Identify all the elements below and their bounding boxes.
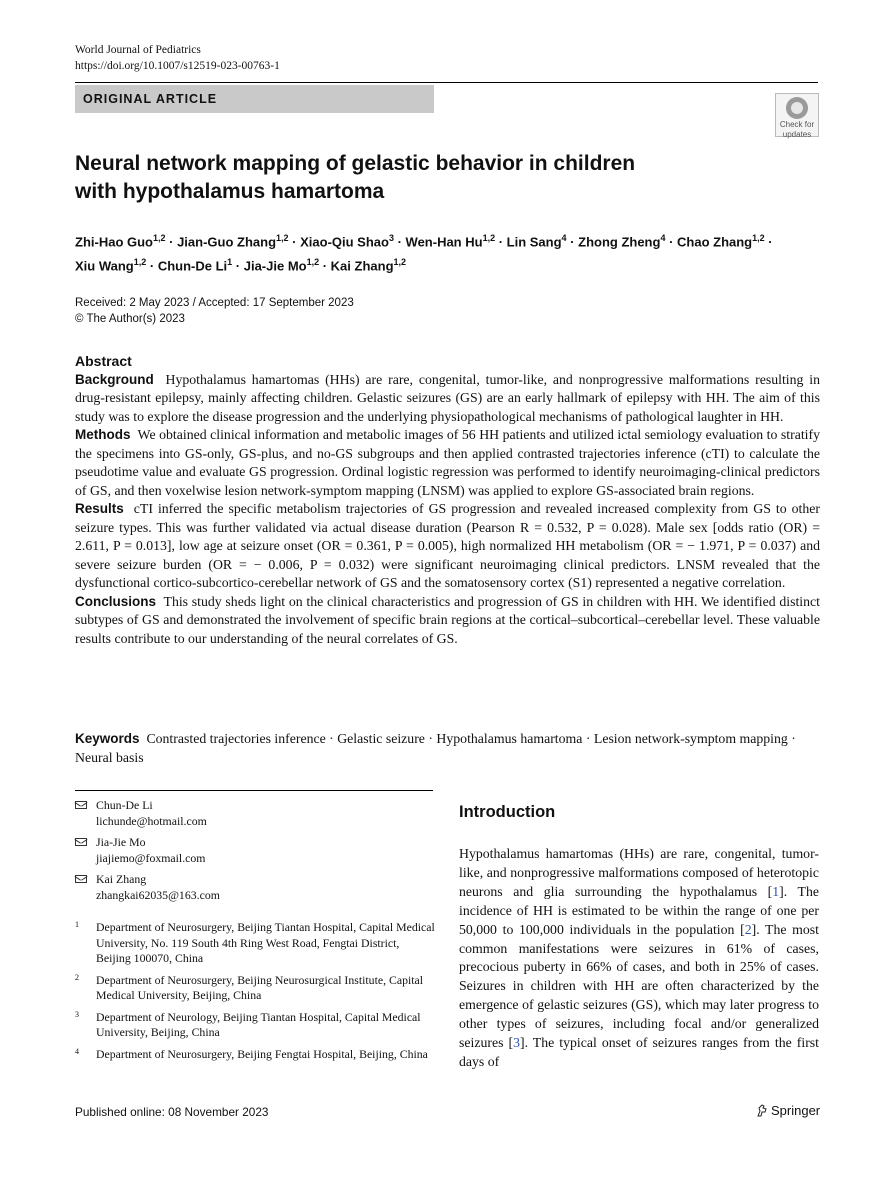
contact-name: Kai Zhang	[96, 872, 147, 886]
affiliation-number: 4	[75, 1046, 79, 1056]
journal-doi[interactable]: https://doi.org/10.1007/s12519-023-00763-1	[75, 60, 280, 72]
article-title	[75, 150, 695, 206]
article-type-banner: ORIGINAL ARTICLE	[75, 85, 434, 113]
keywords	[75, 730, 820, 767]
introduction-heading: Introduction	[459, 803, 556, 821]
author-affil: 1,2	[153, 233, 166, 243]
section-text: cTI inferred the specific metabolism trajectories of GS progression and revealed increased complexity from GS to other seizure types. This was further validated via actual disease duration (Pearson R = 0.532, P = 0.028). Male sex [odds ratio (OR) = 2.611, P = 0.013], low age at seizure onset (OR = 0.361, P = 0.005), high normalized HH metabolism (OR = − 1.971, P = 0.037) and severe seizure burden (OR = − 0.006, P = 0.032) were significant neuroimaging clinical predictors. LNSM revealed that the dysfunctional cortico-subcortico-cerebellar network of GS and the somatosensory cortex (S1) represented a negative correlation.	[75, 501, 820, 590]
section-text: This study sheds light on the clinical characteristics and progression of GS in children with HH. We identified distinct subtypes of GS and demonstrated the involvement of specific brain regions at the cortical–subcortical–cerebellar level. These valuable results contribute to our understanding of the neural correlates of GS.	[75, 593, 820, 646]
citation-link[interactable]: 2	[744, 921, 752, 937]
introduction-text	[459, 845, 819, 1072]
author[interactable]: Jian-Guo Zhang	[177, 234, 277, 250]
section-text: We obtained clinical information and metabolic images of 56 HH patients and utilized ictal semiology evaluation to stratify the specimens into GS-only, GS-plus, and no-GS subgroups and then applied contrasted trajectories inference (cTI) to calculate the pseudotime value and evaluate GS progression. Ordinal logistic regression was performed to identify neuroimaging-clinical predictors of GS, and then voxelwise lesion network-symptom mapping (LNSM) was applied to explore GS-associated brain regions.	[75, 427, 820, 498]
publisher-logo[interactable]	[756, 1103, 820, 1118]
affiliation-item	[75, 1047, 435, 1063]
abstract-background	[75, 371, 820, 427]
affiliation-text: Department of Neurosurgery, Beijing Neurosurgical Institute, Capital Medical University, Beijing, China	[96, 972, 424, 1002]
title-line-2: with hypothalamus hamartoma	[75, 180, 385, 203]
author[interactable]: Kai Zhang	[330, 258, 394, 274]
published-date: Published online: 08 November 2023	[75, 1105, 269, 1119]
footnote-rule	[75, 790, 433, 791]
envelope-icon	[75, 838, 87, 846]
section-head: Results	[75, 501, 124, 516]
article-dates	[75, 295, 354, 327]
author-list: Zhi-Hao Guo$^{1,2}$ · Jian-Guo Zhang$^{1,2}$ · Xiao-Qiu Shao$^3$ · Wen-Han Hu$^{1,2}$ · Lin Sang$^4$ · Zhong Zheng$^4$ · Chao Zhang$^{1,2}$ · Xiu Wang$^{1,2}$ · Chun-De $Li^1 \cdot Jia-Jie$ Mo$^{1,2}$ · Kai Zhang$^{1,2}$	[75, 233, 773, 274]
author[interactable]: Xiu Wang	[75, 258, 134, 274]
citation-link[interactable]: 1	[772, 883, 780, 899]
keywords-text: Contrasted trajectories inference · Gelastic seizure · Hypothalamus hamartoma · Lesion network-symptom mapping · Neural basis	[75, 731, 796, 765]
affiliation-text: Department of Neurosurgery, Beijing Tiantan Hospital, Capital Medical University, No. 119 South 4th Ring West Road, Fengtai District, Beijing 100070, China	[96, 920, 435, 965]
author[interactable]: Zhi-Hao Guo	[75, 234, 153, 250]
abstract-results	[75, 500, 820, 593]
contact-item	[75, 797, 435, 829]
abstract	[75, 352, 820, 648]
abstract-title: Abstract	[75, 353, 132, 369]
affiliations	[75, 920, 435, 1068]
top-rule	[75, 82, 818, 83]
author[interactable]: Chun-De Li	[157, 258, 228, 274]
check-updates-line2: updates	[782, 130, 812, 139]
author-affil: 1	[227, 257, 233, 268]
author[interactable]: Wen-Han Hu	[405, 234, 483, 250]
section-head: Background	[75, 371, 154, 387]
contact-email[interactable]: jiajiemo@foxmail.com	[96, 851, 206, 865]
section-head: Conclusions	[75, 593, 157, 609]
intro-text: Hypothalamus hamartomas (HHs) are rare, congenital, tumor-like, and nonprogressive malformations composed of heterotopic neurons and glia surrounding the hypothalamus [	[459, 846, 819, 899]
check-for-updates-badge[interactable]	[775, 93, 819, 137]
author[interactable]: Xiao-Qiu Shao	[300, 234, 389, 250]
contact-item	[75, 871, 435, 903]
section-head: Methods	[75, 427, 131, 442]
contact-item	[75, 834, 435, 866]
affiliation-number: 3	[75, 1009, 79, 1019]
contact-name: Chun-De Li	[96, 798, 153, 812]
author-affil: 4	[660, 233, 666, 243]
author[interactable]: Chao Zhang	[677, 234, 753, 250]
author-affil: 3	[388, 233, 394, 243]
contact-email[interactable]: lichunde@hotmail.com	[96, 814, 207, 828]
intro-text: ]. The most common manifestations were seizures in 61% of cases, precocious puberty in 66% of cases, and both in 25% of cases. Seizures in children with HH are often characterized by the emergence of gelastic seizures (GS), which may later progress to other types of seizures, including focal and/or generalized seizures [	[459, 921, 819, 1051]
intro-text: ]. The typical onset of seizures ranges from the first days of	[459, 1035, 819, 1069]
title-line-1: Neural network mapping of gelastic behavior in children	[75, 152, 636, 175]
affiliation-item	[75, 973, 435, 1004]
corresponding-authors	[75, 797, 435, 908]
keywords-head: Keywords	[75, 731, 140, 746]
journal-header	[75, 42, 280, 74]
springer-horse-icon	[756, 1104, 768, 1117]
author-affil: 1,2	[482, 233, 496, 243]
affiliation-item	[75, 920, 435, 967]
intro-text: ]. The incidence of HH is estimated to be within the range of one per 50,000 to 100,000 individuals in the population [	[459, 883, 819, 937]
journal-name: World Journal of Pediatrics	[75, 44, 201, 56]
author-affil: 1,2	[306, 257, 320, 268]
contact-name: Jia-Jie Mo	[96, 835, 146, 849]
author-affil: 1,2	[393, 257, 407, 268]
author[interactable]: Jia-Jie Mo	[243, 258, 307, 274]
author[interactable]: Lin Sang	[506, 234, 562, 250]
copyright: © The Author(s) 2023	[75, 313, 185, 325]
affiliation-number: 2	[75, 972, 79, 982]
author-affil: 4	[561, 233, 567, 243]
received-accepted: Received: 2 May 2023 / Accepted: 17 September 2023	[75, 297, 354, 309]
envelope-icon	[75, 801, 87, 809]
envelope-icon	[75, 875, 87, 883]
author-affil: 1,2	[752, 233, 765, 243]
publisher-name: Springer	[771, 1103, 821, 1118]
citation-link[interactable]: 3	[513, 1035, 520, 1051]
section-text: Hypothalamus hamartomas (HHs) are rare, congenital, tumor-like, and nonprogressive malformations resulting in drug-resistant epilepsy, mainly affecting children. Gelastic seizures (GS) are an early hallmark of epilepsy with HH. The aim of this study was to explore the disease progression and the underlying physiopathological mechanisms of pathological laughter in HH.	[75, 371, 821, 424]
check-updates-line1: Check for	[779, 120, 815, 129]
affiliation-number: 1	[75, 920, 79, 929]
author[interactable]: Zhong Zheng	[578, 234, 661, 250]
abstract-methods	[75, 426, 820, 500]
affiliation-text: Department of Neurology, Beijing Tiantan Hospital, Capital Medical University, Beijing, China	[96, 1009, 421, 1039]
affiliation-text: Department of Neurosurgery, Beijing Fengtai Hospital, Beijing, China	[96, 1046, 428, 1061]
contact-email[interactable]: zhangkai62035@163.com	[96, 888, 220, 902]
affiliation-item	[75, 1010, 435, 1041]
check-updates-icon	[786, 97, 808, 119]
abstract-conclusions	[75, 593, 820, 649]
author-affil: 1,2	[133, 257, 147, 268]
author-affil: 1,2	[276, 233, 289, 243]
